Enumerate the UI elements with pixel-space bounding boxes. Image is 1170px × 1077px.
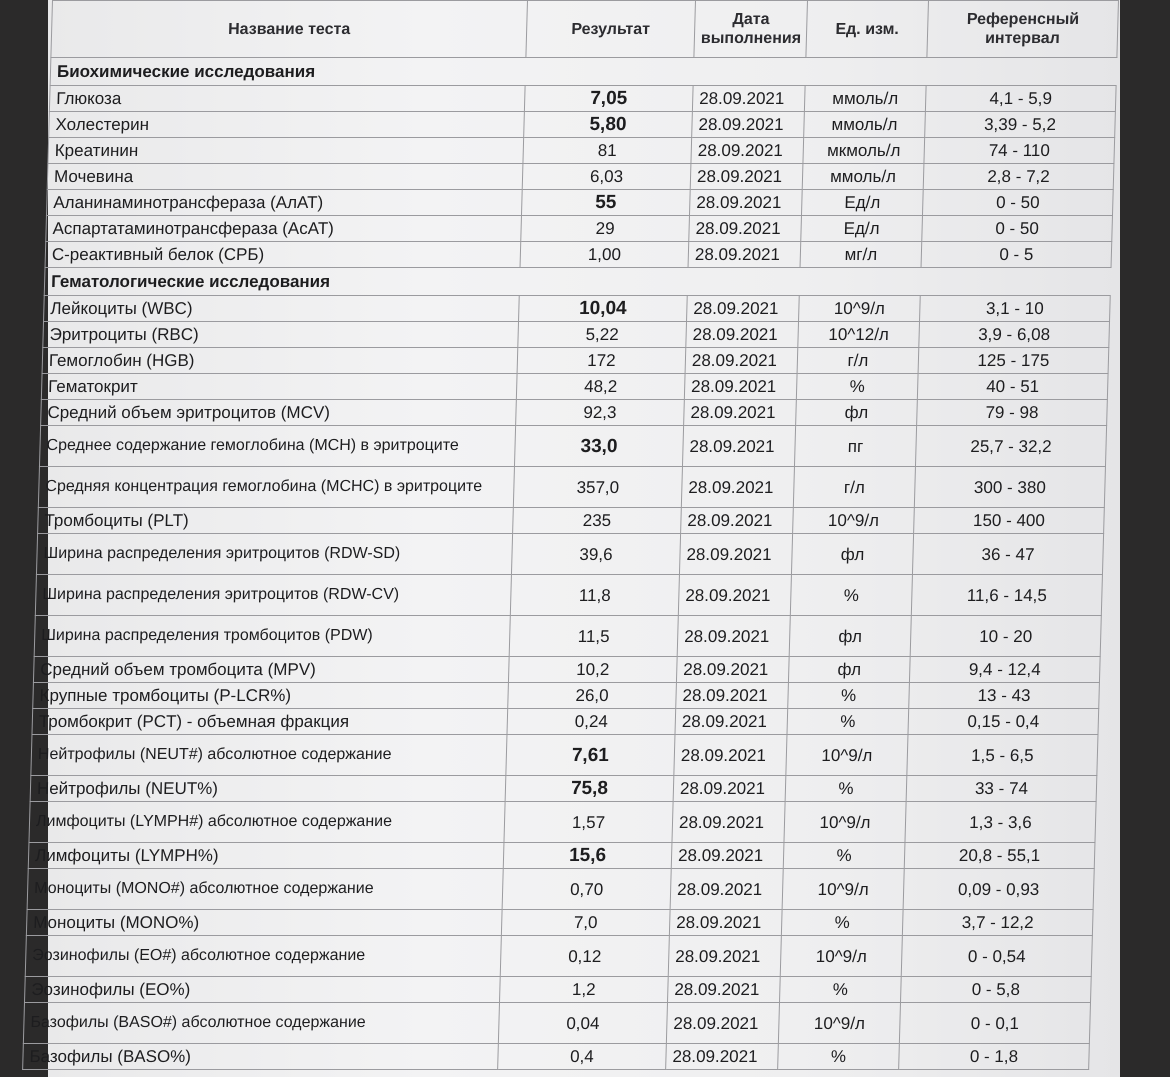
column-header-date: Дата выполнения xyxy=(694,1,808,58)
unit-cell: % xyxy=(783,843,905,869)
test-name-cell: Глюкоза xyxy=(49,86,525,112)
test-name-cell: Моноциты (MONO#) абсолютное содержание xyxy=(27,869,503,910)
table-row xyxy=(29,802,1096,843)
unit-cell: % xyxy=(781,910,903,936)
table-row xyxy=(30,776,1097,802)
test-name-cell: Среднее содержание гемоглобина (MCH) в эритроците xyxy=(39,426,515,467)
reference-interval-cell: 10 - 20 xyxy=(910,616,1101,657)
table-row xyxy=(45,242,1112,268)
test-date-cell: 28.09.2021 xyxy=(679,534,792,575)
column-header-result: Результат xyxy=(526,1,696,58)
unit-cell: фл xyxy=(788,657,910,683)
table-row xyxy=(41,374,1108,400)
reference-interval-cell: 0,09 - 0,93 xyxy=(903,869,1094,910)
reference-interval-cell: 0 - 0,54 xyxy=(901,936,1092,977)
reference-interval-cell: 0 - 0,1 xyxy=(899,1003,1090,1044)
unit-cell: мкмоль/л xyxy=(803,138,925,164)
result-value-cell: 11,5 xyxy=(509,616,678,657)
table-header-row xyxy=(51,1,1119,58)
test-name-cell: С-реактивный белок (СРБ) xyxy=(45,242,521,268)
table-row xyxy=(31,735,1098,776)
unit-cell: % xyxy=(785,776,907,802)
reference-interval-cell: 3,7 - 12,2 xyxy=(902,910,1093,936)
reference-interval-cell: 3,39 - 5,2 xyxy=(925,112,1116,138)
test-name-cell: Ширина распределения тромбоцитов (PDW) xyxy=(34,616,510,657)
reference-interval-cell: 74 - 110 xyxy=(924,138,1115,164)
test-name-cell: Нейтрофилы (NEUT#) абсолютное содержание xyxy=(31,735,507,776)
reference-interval-cell: 9,4 - 12,4 xyxy=(909,657,1100,683)
result-value-cell: 0,70 xyxy=(502,869,671,910)
column-header-unit: Ед. изм. xyxy=(806,1,929,58)
unit-cell: % xyxy=(796,374,918,400)
test-date-cell: 28.09.2021 xyxy=(667,977,780,1003)
test-date-cell: 28.09.2021 xyxy=(681,467,794,508)
reference-interval-cell: 2,8 - 7,2 xyxy=(923,164,1114,190)
unit-cell: % xyxy=(790,575,912,616)
table-row xyxy=(24,977,1091,1003)
test-date-cell: 28.09.2021 xyxy=(684,374,797,400)
lab-results-body xyxy=(23,58,1117,1070)
test-name-cell: Средняя концентрация гемоглобина (MCHC) в эритроците xyxy=(38,467,514,508)
reference-interval-cell: 33 - 74 xyxy=(906,776,1097,802)
table-row xyxy=(42,348,1109,374)
result-value-cell: 7,05 xyxy=(524,86,693,112)
reference-interval-cell: 3,1 - 10 xyxy=(920,296,1111,322)
section-header-row xyxy=(50,58,1117,86)
unit-cell: г/л xyxy=(797,348,919,374)
test-name-cell: Аланинаминотрансфераза (АлАТ) xyxy=(46,190,522,216)
test-name-cell: Тромбокрит (PCT) - объемная фракция xyxy=(32,709,508,735)
section-title: Гематологические исследования xyxy=(44,268,1111,296)
unit-cell: пг xyxy=(794,426,916,467)
test-date-cell: 28.09.2021 xyxy=(666,1003,779,1044)
test-name-cell: Нейтрофилы (NEUT%) xyxy=(30,776,506,802)
result-value-cell: 0,04 xyxy=(498,1003,667,1044)
unit-cell: 10^9/л xyxy=(799,296,921,322)
result-value-cell: 7,0 xyxy=(501,910,670,936)
test-name-cell: Лейкоциты (WBC) xyxy=(44,296,520,322)
test-date-cell: 28.09.2021 xyxy=(689,216,802,242)
test-date-cell: 28.09.2021 xyxy=(690,164,803,190)
unit-cell: % xyxy=(778,1044,900,1070)
unit-cell: 10^9/л xyxy=(780,936,902,977)
result-value-cell: 48,2 xyxy=(516,374,685,400)
test-date-cell: 28.09.2021 xyxy=(669,910,782,936)
lab-results-table xyxy=(22,0,1119,1070)
result-value-cell: 5,22 xyxy=(518,322,687,348)
column-header-reference: Референсный интервал xyxy=(927,1,1119,58)
result-value-cell: 75,8 xyxy=(505,776,674,802)
test-date-cell: 28.09.2021 xyxy=(685,348,798,374)
reference-interval-cell: 150 - 400 xyxy=(914,508,1105,534)
test-name-cell: Крупные тромбоциты (P-LCR%) xyxy=(33,683,509,709)
unit-cell: фл xyxy=(789,616,911,657)
reference-interval-cell: 0 - 5,8 xyxy=(900,977,1091,1003)
test-date-cell: 28.09.2021 xyxy=(689,190,802,216)
result-value-cell: 235 xyxy=(513,508,682,534)
test-date-cell: 28.09.2021 xyxy=(674,735,787,776)
unit-cell: Ед/л xyxy=(801,216,923,242)
test-date-cell: 28.09.2021 xyxy=(666,1044,779,1070)
unit-cell: 10^9/л xyxy=(786,735,908,776)
result-value-cell: 357,0 xyxy=(513,467,682,508)
test-date-cell: 28.09.2021 xyxy=(675,709,788,735)
test-date-cell: 28.09.2021 xyxy=(678,575,791,616)
test-date-cell: 28.09.2021 xyxy=(676,657,789,683)
reference-interval-cell: 1,3 - 3,6 xyxy=(905,802,1096,843)
test-date-cell: 28.09.2021 xyxy=(681,508,794,534)
table-row xyxy=(35,575,1102,616)
reference-interval-cell: 0 - 1,8 xyxy=(899,1044,1090,1070)
test-name-cell: Эозинофилы (EO%) xyxy=(24,977,500,1003)
column-header-name: Название теста xyxy=(51,1,528,58)
table-row xyxy=(48,138,1115,164)
lab-report-sheet xyxy=(29,0,1120,1077)
result-value-cell: 15,6 xyxy=(503,843,672,869)
result-value-cell: 7,61 xyxy=(506,735,675,776)
table-row xyxy=(23,1003,1090,1044)
table-row xyxy=(33,683,1100,709)
test-date-cell: 28.09.2021 xyxy=(688,242,801,268)
test-name-cell: Лимфоциты (LYMPH%) xyxy=(28,843,504,869)
result-value-cell: 39,6 xyxy=(511,534,680,575)
unit-cell: мг/л xyxy=(800,242,922,268)
reference-interval-cell: 79 - 98 xyxy=(917,400,1108,426)
result-value-cell: 1,57 xyxy=(504,802,673,843)
reference-interval-cell: 0,15 - 0,4 xyxy=(908,709,1099,735)
unit-cell: 10^9/л xyxy=(793,508,915,534)
result-value-cell: 1,00 xyxy=(520,242,689,268)
reference-interval-cell: 20,8 - 55,1 xyxy=(904,843,1095,869)
test-date-cell: 28.09.2021 xyxy=(687,296,800,322)
section-title: Биохимические исследования xyxy=(50,58,1117,86)
test-date-cell: 28.09.2021 xyxy=(686,322,799,348)
reference-interval-cell: 1,5 - 6,5 xyxy=(907,735,1098,776)
test-date-cell: 28.09.2021 xyxy=(671,843,784,869)
test-date-cell: 28.09.2021 xyxy=(692,112,805,138)
result-value-cell: 11,8 xyxy=(510,575,679,616)
unit-cell: ммоль/л xyxy=(804,86,926,112)
reference-interval-cell: 0 - 50 xyxy=(922,216,1113,242)
reference-interval-cell: 4,1 - 5,9 xyxy=(925,86,1116,112)
test-date-cell: 28.09.2021 xyxy=(691,138,804,164)
unit-cell: г/л xyxy=(793,467,915,508)
table-row xyxy=(46,216,1113,242)
result-value-cell: 29 xyxy=(521,216,690,242)
section-header-row xyxy=(44,268,1111,296)
test-date-cell: 28.09.2021 xyxy=(668,936,781,977)
table-row xyxy=(49,112,1116,138)
table-row xyxy=(28,843,1095,869)
test-name-cell: Средний объем тромбоцита (MPV) xyxy=(33,657,509,683)
result-value-cell: 81 xyxy=(523,138,692,164)
result-value-cell: 0,24 xyxy=(507,709,676,735)
test-name-cell: Лимфоциты (LYMPH#) абсолютное содержание xyxy=(29,802,505,843)
unit-cell: 10^9/л xyxy=(784,802,906,843)
table-row xyxy=(33,657,1100,683)
result-value-cell: 92,3 xyxy=(516,400,685,426)
test-date-cell: 28.09.2021 xyxy=(677,616,790,657)
table-row xyxy=(49,86,1116,112)
test-name-cell: Гематокрит xyxy=(41,374,517,400)
test-name-cell: Средний объем эритроцитов (MCV) xyxy=(41,400,517,426)
reference-interval-cell: 125 - 175 xyxy=(918,348,1109,374)
unit-cell: Ед/л xyxy=(801,190,923,216)
reference-interval-cell: 13 - 43 xyxy=(909,683,1100,709)
test-name-cell: Мочевина xyxy=(47,164,523,190)
reference-interval-cell: 0 - 5 xyxy=(921,242,1112,268)
table-row xyxy=(27,869,1094,910)
unit-cell: ммоль/л xyxy=(804,112,926,138)
table-row xyxy=(39,426,1106,467)
table-row xyxy=(43,322,1110,348)
unit-cell: 10^9/л xyxy=(778,1003,900,1044)
result-value-cell: 10,2 xyxy=(508,657,677,683)
table-row xyxy=(38,508,1105,534)
unit-cell: % xyxy=(779,977,901,1003)
unit-cell: ммоль/л xyxy=(802,164,924,190)
result-value-cell: 0,4 xyxy=(498,1044,667,1070)
table-row xyxy=(41,400,1108,426)
test-name-cell: Холестерин xyxy=(49,112,525,138)
test-date-cell: 28.09.2021 xyxy=(673,776,786,802)
test-date-cell: 28.09.2021 xyxy=(682,426,795,467)
result-value-cell: 0,12 xyxy=(500,936,669,977)
test-date-cell: 28.09.2021 xyxy=(684,400,797,426)
test-name-cell: Базофилы (BASO#) абсолютное содержание xyxy=(23,1003,499,1044)
table-row xyxy=(23,1044,1090,1070)
test-name-cell: Базофилы (BASO%) xyxy=(23,1044,499,1070)
table-row xyxy=(32,709,1099,735)
test-name-cell: Эозинофилы (EO#) абсолютное содержание xyxy=(25,936,501,977)
table-row xyxy=(26,910,1093,936)
result-value-cell: 5,80 xyxy=(524,112,693,138)
result-value-cell: 26,0 xyxy=(508,683,677,709)
table-row xyxy=(44,296,1111,322)
test-date-cell: 28.09.2021 xyxy=(670,869,783,910)
reference-interval-cell: 11,6 - 14,5 xyxy=(911,575,1102,616)
test-date-cell: 28.09.2021 xyxy=(672,802,785,843)
result-value-cell: 10,04 xyxy=(519,296,688,322)
unit-cell: 10^12/л xyxy=(798,322,920,348)
result-value-cell: 6,03 xyxy=(522,164,691,190)
result-value-cell: 1,2 xyxy=(499,977,668,1003)
table-row xyxy=(38,467,1105,508)
reference-interval-cell: 300 - 380 xyxy=(914,467,1105,508)
test-name-cell: Креатинин xyxy=(48,138,524,164)
unit-cell: 10^9/л xyxy=(782,869,904,910)
test-name-cell: Ширина распределения эритроцитов (RDW-CV) xyxy=(35,575,511,616)
result-value-cell: 172 xyxy=(517,348,686,374)
unit-cell: фл xyxy=(796,400,918,426)
reference-interval-cell: 0 - 50 xyxy=(922,190,1113,216)
reference-interval-cell: 3,9 - 6,08 xyxy=(919,322,1110,348)
test-name-cell: Ширина распределения эритроцитов (RDW-SD) xyxy=(36,534,512,575)
test-name-cell: Аспартатаминотрансфераза (АсАТ) xyxy=(46,216,522,242)
reference-interval-cell: 25,7 - 32,2 xyxy=(915,426,1106,467)
test-name-cell: Гемоглобин (HGB) xyxy=(42,348,518,374)
unit-cell: фл xyxy=(791,534,913,575)
table-row xyxy=(36,534,1103,575)
test-date-cell: 28.09.2021 xyxy=(676,683,789,709)
test-name-cell: Тромбоциты (PLT) xyxy=(38,508,514,534)
result-value-cell: 33,0 xyxy=(514,426,683,467)
test-name-cell: Моноциты (MONO%) xyxy=(26,910,502,936)
table-row xyxy=(46,190,1113,216)
table-row xyxy=(47,164,1114,190)
reference-interval-cell: 36 - 47 xyxy=(912,534,1103,575)
table-row xyxy=(25,936,1092,977)
test-name-cell: Эритроциты (RBC) xyxy=(43,322,519,348)
table-row xyxy=(34,616,1101,657)
reference-interval-cell: 40 - 51 xyxy=(917,374,1108,400)
unit-cell: % xyxy=(788,683,910,709)
result-value-cell: 55 xyxy=(521,190,690,216)
test-date-cell: 28.09.2021 xyxy=(692,86,805,112)
unit-cell: % xyxy=(787,709,909,735)
